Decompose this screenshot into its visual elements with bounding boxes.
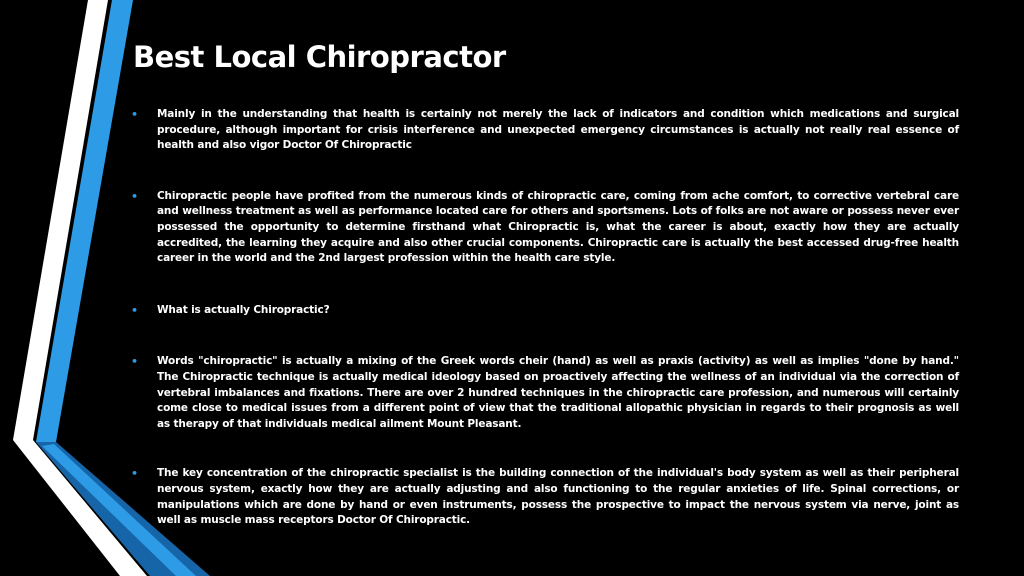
bullet-item xyxy=(131,354,959,432)
bullet-item xyxy=(131,107,959,154)
bullet-icon: • xyxy=(131,189,138,203)
bullet-item xyxy=(131,189,959,267)
bullet-item xyxy=(131,303,959,319)
bullet-text: Mainly in the understanding that health is certainly not merely the lack of indicators and condition which medications and surgical procedure, although important for crisis interference and unexpected emergency circumstances is actually not really real essence of health and also vigor Doctor Of Chiropractic xyxy=(157,108,959,152)
bullet-text: What is actually Chiropractic? xyxy=(157,303,330,316)
bullet-icon: • xyxy=(131,108,138,121)
bullet-item xyxy=(131,466,959,528)
bullet-text: Chiropractic people have profited from the numerous kinds of chiropractic care, coming from ache comfort, to corrective vertebral care and wellness treatment as well as performance located care for others and sportsmens. Lots of folks are not aware or possess never ever possessed the opportunity to determine firsthand what Chiropractic is, what the career is about, exactly how they are actually accredited, the learning they acquire and also other crucial components. Chiropractic care is actually the best accessed drug-free health career in the world and the 2nd largest profession within the health care style. xyxy=(157,189,959,265)
bullet-list xyxy=(131,107,959,529)
bullet-text: The key concentration of the chiropractic specialist is the building connection of the individual's body system as well as their peripheral nervous system, exactly how they are actually adjusting and also functioning to the regular anxieties of life. Spinal corrections, or manipulations which are done by hand or even instruments, possess the prospective to impact the nervous system via nerve, joint as well as muscle mass receptors Doctor Of Chiropractic. xyxy=(157,467,959,527)
bullet-icon: • xyxy=(131,303,138,317)
bullet-icon: • xyxy=(131,467,138,481)
slide-title: Best Local Chiropractor xyxy=(133,40,506,74)
bullet-icon: • xyxy=(131,355,138,369)
bullet-text: Words "chiropractic" is actually a mixing of the Greek words cheir (hand) as well as praxis (activity) as well as implies "done by hand." The Chiropractic technique is actually medical ideology based on proactively affecting the wellness of an individual via the correction of vertebral imbalances and fixations. There are over 2 hundred techniques in the chiropractic care profession, and numerous will certainly come close to medical issues from a different point of view that the traditional allopathic physician in regards to their prognosis as well as therapy of that individuals medical ailment Mount Pleasant. xyxy=(157,355,959,430)
